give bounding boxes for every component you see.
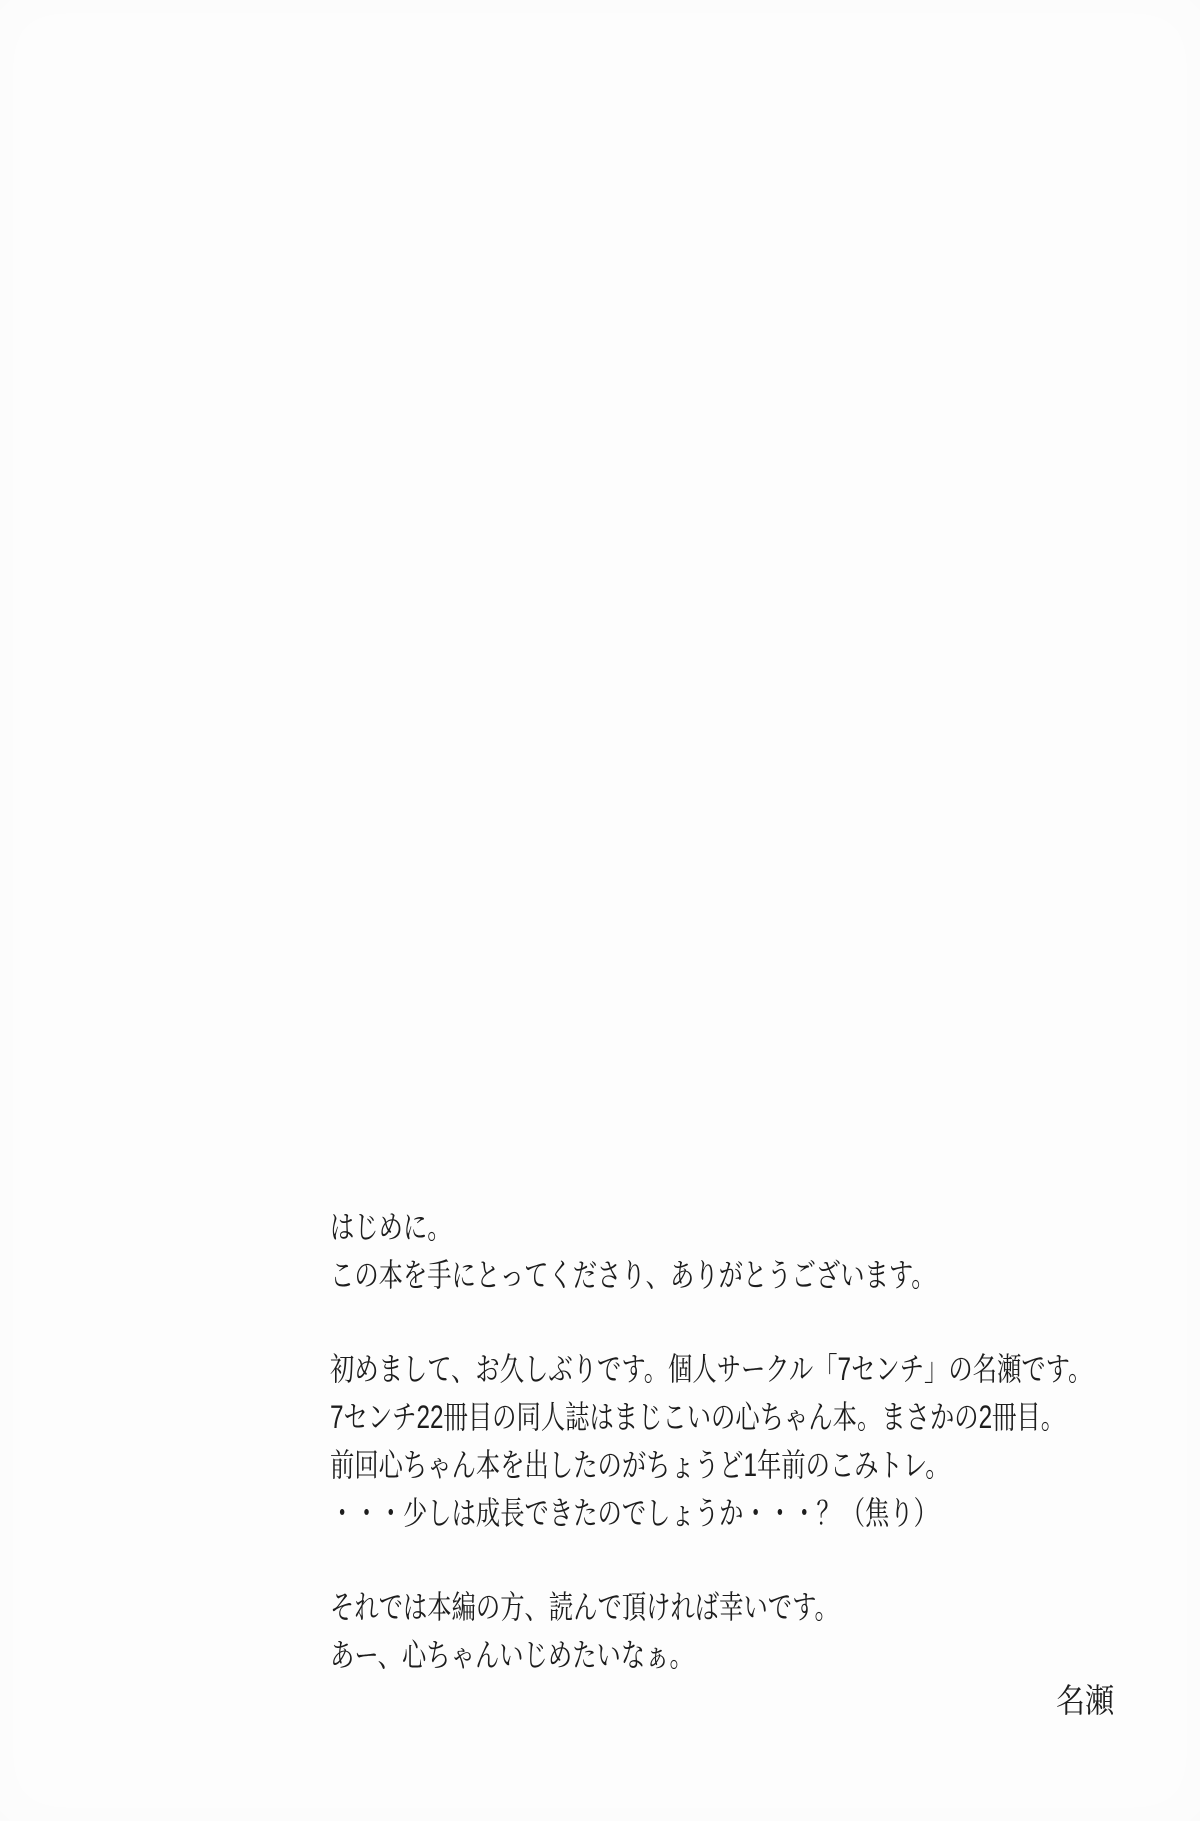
foreword-line: 7センチ22冊目の同人誌はまじこいの心ちゃん本。まさかの2冊目。 <box>330 1399 1066 1435</box>
foreword-line: 初めまして、お久しぶりです。個人サークル「7センチ」の名瀬です。 <box>330 1351 1093 1387</box>
paragraph-introduction <box>330 1345 1200 1537</box>
paragraph-opening <box>330 1203 1200 1299</box>
foreword-line: この本を手にとってくださり、ありがとうございます。 <box>330 1257 936 1293</box>
foreword-line: それでは本編の方、読んで頂ければ幸いです。 <box>330 1589 839 1625</box>
foreword-line: あー、心ちゃんいじめたいなぁ。 <box>330 1637 694 1673</box>
foreword-line: 前回心ちゃん本を出したのがちょうど1年前のこみトレ。 <box>330 1447 950 1483</box>
author-signature: 名瀬 <box>1056 1682 1115 1719</box>
paragraph-closing <box>330 1583 1200 1679</box>
foreword-line: ・・・少しは成長できたのでしょうか・・・？（焦り） <box>330 1495 939 1531</box>
foreword-line: はじめに。 <box>330 1209 452 1245</box>
foreword-text-block <box>330 1203 1200 1679</box>
